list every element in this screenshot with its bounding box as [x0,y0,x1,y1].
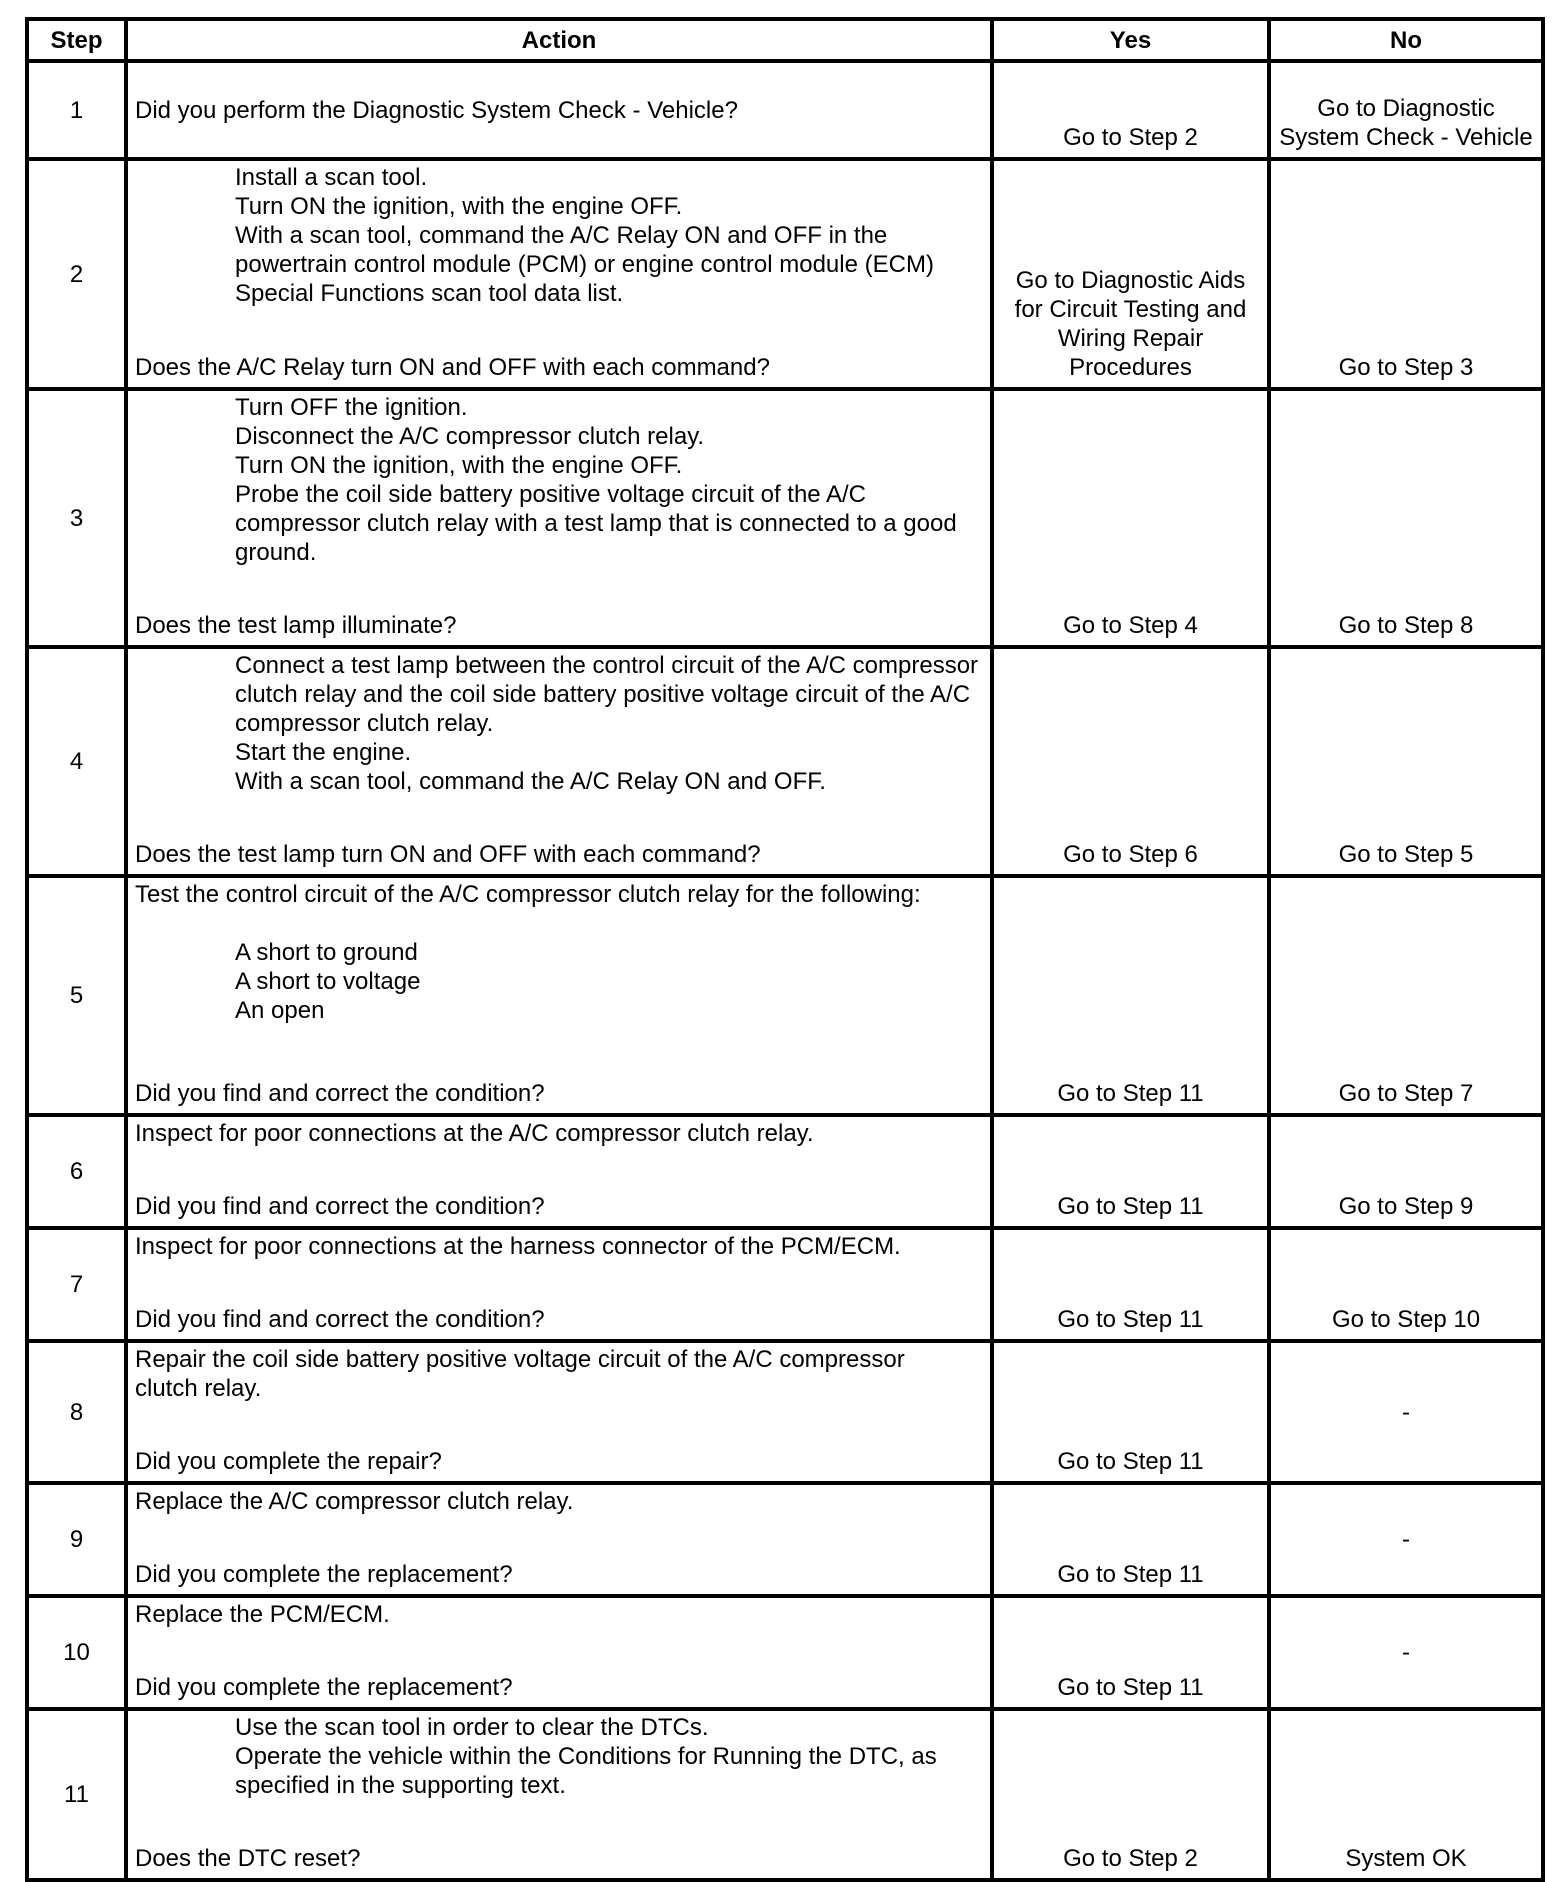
no-cell: System OK [1269,1709,1543,1880]
step-number: 7 [27,1228,126,1341]
no-cell: - [1269,1483,1543,1596]
action-question: Did you complete the replacement? [135,1561,513,1588]
action-lead: Inspect for poor connections at the harness connector of the PCM/ECM. [135,1233,901,1260]
action-item: Use the scan tool in order to clear the DTCs. [235,1714,709,1741]
action-item: Probe the coil side battery positive voltage circuit of the A/C compressor clutch relay with a test lamp that is connected to a good ground. [235,481,957,566]
yes-cell: Go to Step 11 [992,1483,1269,1596]
step-number: 9 [27,1483,126,1596]
action-question: Does the A/C Relay turn ON and OFF with each command? [135,354,770,381]
no-cell: Go to Step 7 [1269,876,1543,1115]
table-row [27,1596,1543,1709]
no-cell: Go to Step 10 [1269,1228,1543,1341]
action-cell [126,1709,992,1880]
action-cell [126,61,992,159]
no-cell: Go to Step 8 [1269,389,1543,647]
yes-cell: Go to Step 4 [992,389,1269,647]
step-number: 4 [27,647,126,876]
table-row [27,876,1543,1115]
action-lead: Inspect for poor connections at the A/C compressor clutch relay. [135,1120,814,1147]
action-question: Did you find and correct the condition? [135,1193,545,1220]
action-item: An open [235,997,325,1024]
header-action: Action [126,19,992,61]
table-row [27,389,1543,647]
table-header-row [27,19,1543,61]
action-lead: Repair the coil side battery positive voltage circuit of the A/C compressor clutch relay. [135,1346,905,1402]
action-item: Install a scan tool. [235,164,428,191]
yes-cell: Go to Diagnostic Aids for Circuit Testing and Wiring Repair Procedures [992,159,1269,389]
step-number: 10 [27,1596,126,1709]
action-item: With a scan tool, command the A/C Relay ON and OFF. [235,768,826,795]
step-number: 2 [27,159,126,389]
action-item: Turn ON the ignition, with the engine OFF. [235,452,683,479]
action-item: A short to ground [235,939,418,966]
header-no: No [1269,19,1543,61]
action-cell [126,1596,992,1709]
step-number: 11 [27,1709,126,1880]
table-row [27,1483,1543,1596]
step-number: 5 [27,876,126,1115]
yes-cell: Go to Step 11 [992,1228,1269,1341]
action-question: Did you find and correct the condition? [135,1306,545,1333]
action-lead: Replace the A/C compressor clutch relay. [135,1488,574,1515]
step-number: 1 [27,61,126,159]
action-item: Turn OFF the ignition. [235,394,468,421]
table-row [27,1228,1543,1341]
action-item: Connect a test lamp between the control circuit of the A/C compressor clutch relay and the coil side battery positive voltage circuit of the A/C compressor clutch relay. [235,652,979,737]
yes-cell: Go to Step 11 [992,876,1269,1115]
step-number: 3 [27,389,126,647]
table-row [27,159,1543,389]
no-cell: - [1269,1596,1543,1709]
step-number: 6 [27,1115,126,1228]
table-row [27,1341,1543,1483]
action-item: With a scan tool, command the A/C Relay ON and OFF in the powertrain control module (PCM) or engine control module (ECM) Special Functions scan tool data list. [235,222,934,307]
action-cell [126,1483,992,1596]
table-row [27,61,1543,159]
no-cell: - [1269,1341,1543,1483]
action-cell [126,1115,992,1228]
step-number: 8 [27,1341,126,1483]
table-row [27,647,1543,876]
action-question: Does the test lamp illuminate? [135,612,457,639]
action-lead: Did you perform the Diagnostic System Check - Vehicle? [135,96,738,124]
action-cell [126,1341,992,1483]
action-question: Did you complete the repair? [135,1448,442,1475]
action-item: Operate the vehicle within the Conditions for Running the DTC, as specified in the supporting text. [235,1743,937,1799]
yes-cell: Go to Step 11 [992,1341,1269,1483]
yes-cell: Go to Step 6 [992,647,1269,876]
action-cell [126,159,992,389]
action-question: Did you complete the replacement? [135,1674,513,1701]
action-question: Does the DTC reset? [135,1845,361,1872]
action-item: Disconnect the A/C compressor clutch relay. [235,423,705,450]
yes-cell: Go to Step 2 [992,61,1269,159]
table-row [27,1115,1543,1228]
action-lead: Test the control circuit of the A/C compressor clutch relay for the following: [135,881,921,908]
no-cell: Go to Step 5 [1269,647,1543,876]
action-lead: Replace the PCM/ECM. [135,1601,390,1628]
action-item: Turn ON the ignition, with the engine OFF. [235,193,683,220]
no-cell: Go to Step 3 [1269,159,1543,389]
action-question: Does the test lamp turn ON and OFF with each command? [135,841,761,868]
action-item: A short to voltage [235,968,421,995]
action-cell [126,876,992,1115]
header-yes: Yes [992,19,1269,61]
action-cell [126,1228,992,1341]
header-step: Step [27,19,126,61]
yes-cell: Go to Step 11 [992,1115,1269,1228]
yes-cell: Go to Step 2 [992,1709,1269,1880]
diagnostic-table [25,17,1545,1882]
action-item: Start the engine. [235,739,412,766]
yes-cell: Go to Step 11 [992,1596,1269,1709]
action-cell [126,647,992,876]
action-question: Did you find and correct the condition? [135,1080,545,1107]
no-cell: Go to Step 9 [1269,1115,1543,1228]
table-row [27,1709,1543,1880]
action-cell [126,389,992,647]
no-cell: Go to Diagnostic System Check - Vehicle [1269,61,1543,159]
